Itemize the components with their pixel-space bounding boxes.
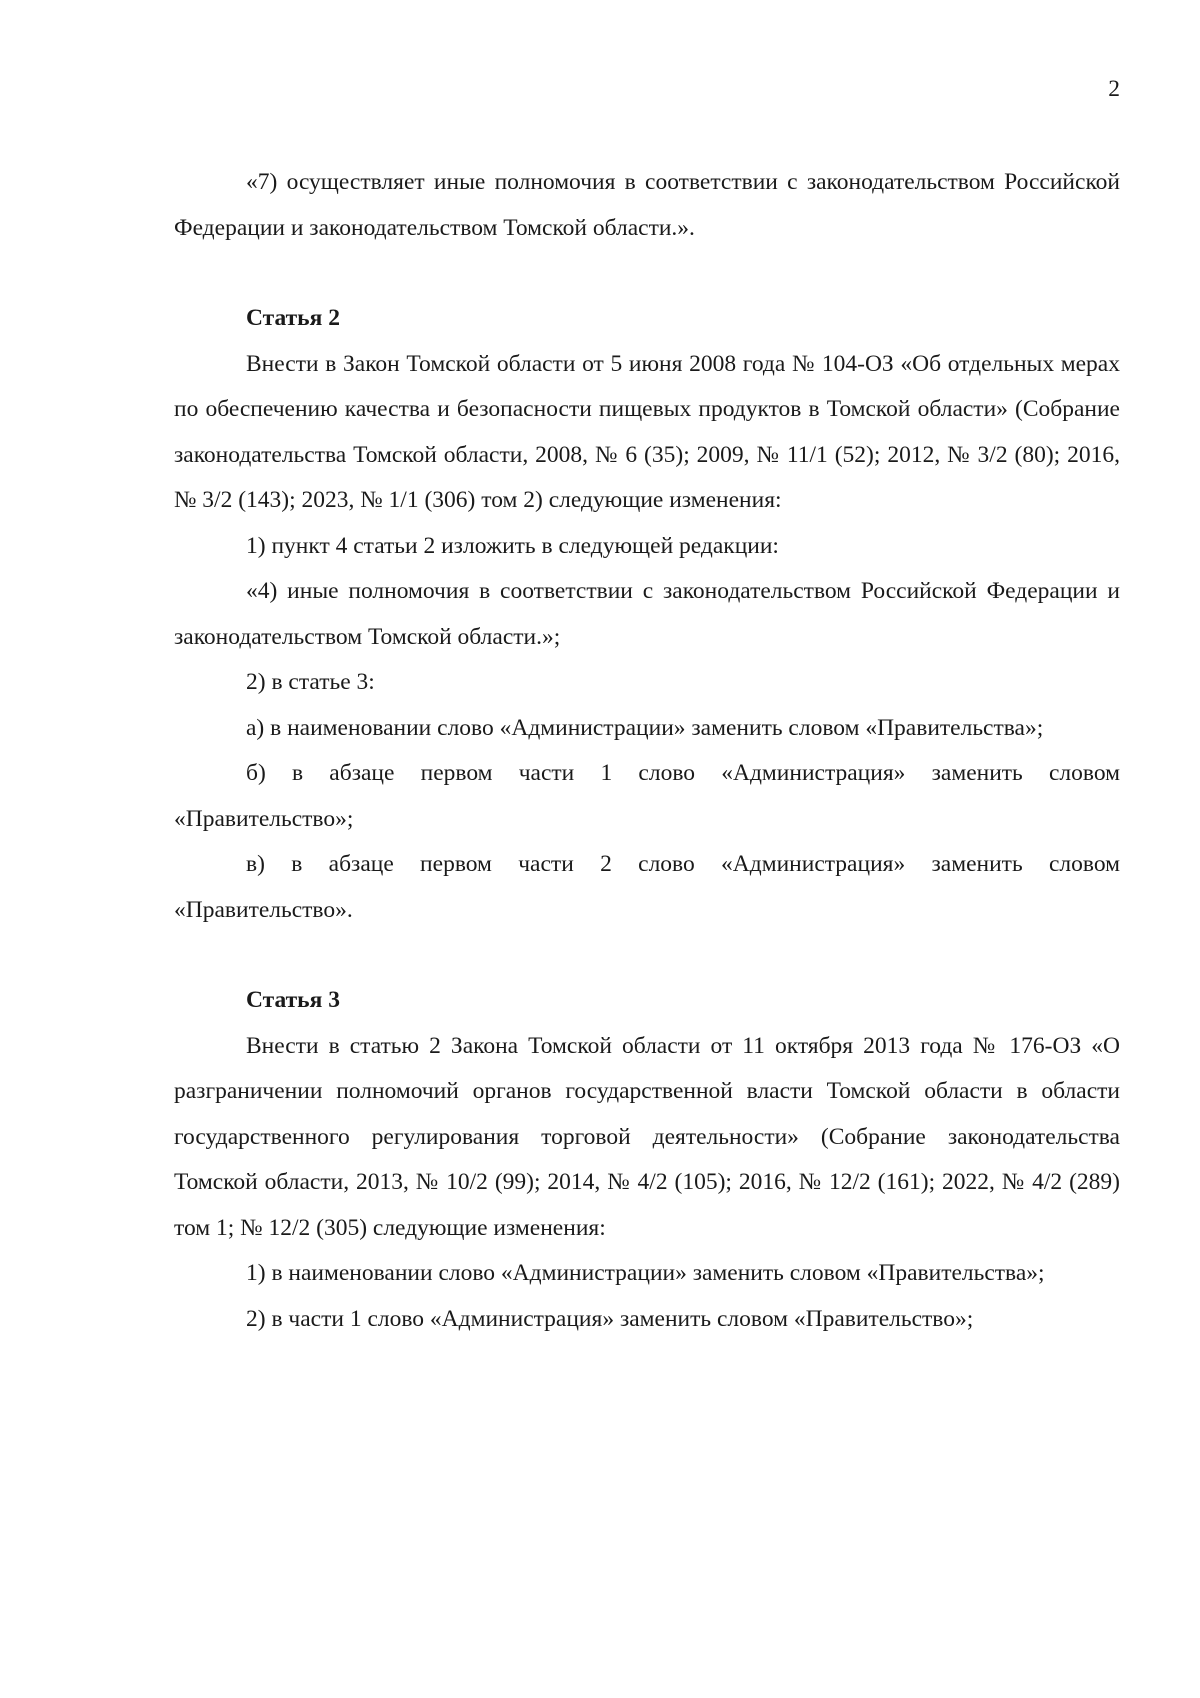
article-2-subitem-v: в) в абзаце первом части 2 слово «Администрация» заменить словом «Правительство». xyxy=(174,851,1120,923)
article-2-paragraph-1: Внести в Закон Томской области от 5 июня 2008 года № 104-ОЗ «Об отдельных мерах по обеспечению качества и безопасности пищевых продуктов в Томской области» (Собрание законодательства Томской области, 2008, № 6 (35); 2009, № 11/1 (52); 2012, № 3/2 (80); 2016, № 3/2 (143); 2023, № 1/1 (306) том 2) следующие изменения: xyxy=(174,350,1120,513)
article-2-subitem-b: б) в абзаце первом части 1 слово «Администрация» заменить словом «Правительство»; xyxy=(174,760,1120,832)
article-2-item-1: 1) пункт 4 статьи 2 изложить в следующей редакции: xyxy=(246,532,779,559)
article-2-subitem-a: а) в наименовании слово «Администрации» заменить словом «Правительства»; xyxy=(246,714,1044,741)
page-number: 2 xyxy=(1108,76,1120,102)
article-3-item-2: 2) в части 1 слово «Администрация» заменить словом «Правительство»; xyxy=(246,1305,974,1332)
article-3-paragraph-1: Внести в статью 2 Закона Томской области от 11 октября 2013 года № 176-ОЗ «О разграничении полномочий органов государственной власти Томской области в области государственного регулирования торговой деятельности» (Собрание законодательства Томской области, 2013, № 10/2 (99); 2014, № 4/2 (105); 2016, № 12/2 (161); 2022, № 4/2 (289) том 1; № 12/2 (305) следующие изменения: xyxy=(174,1032,1120,1241)
article-3-heading: Статья 3 xyxy=(246,987,340,1013)
article-2-quote: «4) иные полномочия в соответствии с законодательством Российской Федерации и законодательством Томской области.»; xyxy=(174,578,1120,650)
article-3-item-1: 1) в наименовании слово «Администрации» заменить словом «Правительства»; xyxy=(246,1260,1045,1286)
article-2-heading: Статья 2 xyxy=(246,305,340,331)
article-2-item-2: 2) в статье 3: xyxy=(246,669,375,695)
document-body xyxy=(174,160,1120,1342)
intro-paragraph: «7) осуществляет иные полномочия в соответствии с законодательством Российской Федерации и законодательством Томской области.». xyxy=(174,169,1120,241)
